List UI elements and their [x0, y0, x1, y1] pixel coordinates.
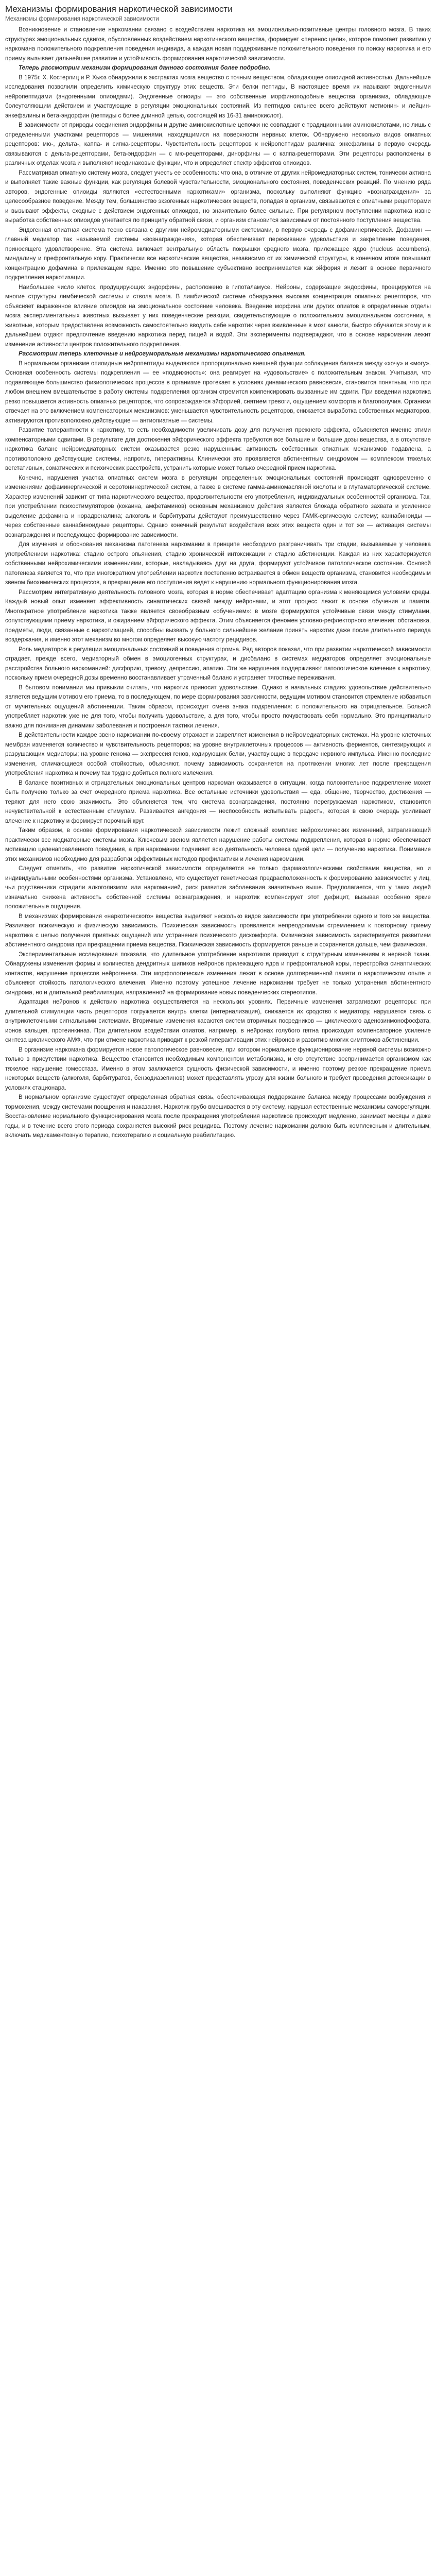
paragraph: В нормальном организме опиоидные нейропептиды выделяются пропорционально внешней функции соблюдения баланса между «хочу» и «могу». Основная особенность системы подкрепления — ее «подвижность»: она реагирует на «удовольствие» с положительным знаком. Учитывая, что подавляющее большинство физиологических процессов в организме протекает в условиях динамического равновесия, становится понятным, что при любом внешнем вмешательстве в работу системы подкрепления организм стремится компенсировать вызванные им сдвиги. При введении наркотика резко повышается активность опиатных рецепторов, что сопровождается эйфорией, снятием тревоги, ощущением комфорта и благополучия. Организм отвечает на это включением компенсаторных механизмов: уменьшается чувствительность рецепторов, снижается выработка собственных медиаторов, активируются противоположно действующие — антиопиатные — системы.	[5, 360, 431, 424]
article-body	[5, 25, 431, 1141]
paragraph: В балансе позитивных и отрицательных эмоциональных центров наркоман оказывается в ситуации, когда положительное подкрепление может быть получено только за счет очередного приема наркотика. Все остальные источники удовольствия — еда, общение, творчество, достижения — теряют для него свою значимость. Это объясняется тем, что система вознаграждения, постоянно перегружаемая наркотиком, становится нечувствительной к естественным стимулам. Развивается ангедония — неспособность испытывать радость, которая в свою очередь усиливает влечение к наркотику и формирует порочный круг.	[5, 779, 431, 824]
section-heading: Теперь рассмотрим механизм формирования данного состояния более подробно.	[19, 64, 271, 71]
paragraph: Наибольшее число клеток, продуцирующих эндорфины, расположено в гипоталамусе. Нейроны, содержащие эндорфины, проецируются на многие структуры лимбической системы и ствола мозга. В лимбической системе обнаружена высокая концентрация опиатных рецепторов, что объясняет выраженное влияние опиоидов на эмоциональное состояние человека. Введение морфина или других опиатов в определенные отделы мозга экспериментальных животных вызывает у них поведенческие реакции, свидетельствующие о положительном эмоциональном состоянии, а животные, которым предоставлена возможность самостоятельно вводить себе наркотик через вживленные в мозг канюли, быстро обучаются этому и в дальнейшем отдают предпочтение введению наркотика перед пищей и водой. Эти эксперименты подтверждают, что в основе наркомании лежит изменение активности центров положительного подкрепления.	[5, 283, 431, 348]
paragraph: Следует отметить, что развитие наркотической зависимости определяется не только фармакологическими свойствами вещества, но и индивидуальными особенностями организма. Установлено, что существует генетическая предрасположенность к формированию зависимости: у лиц, чьи родственники страдали алкоголизмом или наркоманией, риск развития заболевания значительно выше. Предполагается, что у таких людей изначально снижена активность собственной системы вознаграждения, и наркотик компенсирует этот дефицит, вызывая особенно яркие положительные ощущения.	[5, 865, 431, 910]
article-page	[0, 0, 436, 1153]
paragraph: Роль медиаторов в регуляции эмоциональных состояний и поведения огромна. Ряд авторов показал, что при развитии наркотической зависимости страдает, прежде всего, медиаторный обмен в эмоциогенных структурах, и дисбаланс в системах медиаторов определяет эмоциональные расстройства больного наркоманией: дисфорию, тревогу, депрессию, апатию. Эти же нарушения поддерживают патологическое влечение к наркотику, поскольку прием очередной дозы временно восстанавливает утраченный баланс и устраняет тягостные переживания.	[5, 646, 431, 681]
paragraph: Конечно, нарушения участка опиатных систем мозга в регуляции определенных эмоциональных состояний происходят одновременно с изменениями дофаминергической и серотонинергической систем, а также в системе гамма-аминомасляной кислоты и в глутаматергической системе. Характер изменений зависит от типа наркотического вещества, продолжительности его употребления, индивидуальных особенностей организма. Так, при употреблении психостимуляторов (кокаина, амфетаминов) основным механизмом действия является блокада обратного захвата и усиленное выделение дофамина и норадреналина; алкоголь и барбитураты действуют преимущественно через ГАМК-ергическую систему; каннабиноиды — через собственные каннабиноидные рецепторы. Однако конечный результат воздействия всех этих веществ один и тот же — активация системы вознаграждения и последующее формирование зависимости.	[5, 474, 431, 538]
paragraph: Возникновение и становление наркомании связано с воздействием наркотика на эмоционально-позитивные центры головного мозга. В таких структурах эмоциональных сдвигов, обусловленных воздействием наркотического вещества, формирует «перенос цели», которое помогает развитию у наркомана положительного подкрепления поведения индивида, а каждая новая поддерживание положительного поведения по поиску наркотика и его приему вызывает дальнейшее развитие и устойчивость формирования наркотической зависимости.	[5, 26, 431, 62]
paragraph: Эндогенная опиатная система тесно связана с другими нейромедиаторными системами, в первую очередь с дофаминергической. Дофамин — главный медиатор так называемой системы «вознаграждения», которая обеспечивает переживание удовольствия и закрепление поведения, приносящего удовлетворение. Эта система включает вентральную область покрышки среднего мозга, прилежащее ядро (nucleus accumbens), миндалину и префронтальную кору. Практически все наркотические вещества, независимо от их химической структуры, в конечном итоге повышают концентрацию дофамина в прилежащем ядре. Именно это повышение субъективно воспринимается как эйфория и лежит в основе первичного подкрепления наркотизации.	[5, 226, 431, 281]
paragraph: Экспериментальные исследования показали, что длительное употребление наркотиков приводит к структурным изменениям в нервной ткани. Обнаружены изменения формы и количества дендритных шипиков нейронов прилежащего ядра и префронтальной коры, перестройка синаптических контактов, нарушение процессов нейрогенеза. Эти морфологические изменения лежат в основе долговременной памяти о наркотическом опыте и объясняют стойкость патологического влечения. Именно поэтому успешное лечение наркомании требует не только устранения абстинентного синдрома, но и длительной реабилитации, направленной на формирование новых поведенческих стереотипов.	[5, 951, 431, 996]
paragraph: Адаптация нейронов к действию наркотика осуществляется на нескольких уровнях. Первичные изменения затрагивают рецепторы: при длительной стимуляции часть рецепторов погружается внутрь клетки (интернализация), снижается их сродство к медиатору, нарушается связь с внутриклеточными сигнальными системами. Вторичные изменения касаются систем вторичных посредников — циклического аденозинмонофосфата, ионов кальция, протеинкиназ. При длительном воздействии опиатов, например, в нейронах голубого пятна происходит компенсаторное усиление синтеза циклического АМФ, что при отмене наркотика приводит к резкой гиперактивации этих нейронов и развитию многих симптомов абстиненции.	[5, 998, 431, 1043]
article-title: Механизмы формирования наркотической зависимости	[5, 4, 233, 14]
paragraph: В зависимости от природы соединения эндорфины и другие аминокислотные цепочки не совпадают с традиционными аминокислотами, но лишь с определенными участками рецепторов — мишенями, находящимися на поверхности нервных клеток. Обнаружено несколько видов опиатных рецепторов: мю-, дельта-, каппа- и сигма-рецепторы. Чувствительность рецепторов к нейропептидам различна: энкефалины в первую очередь связываются с дельта-рецепторами, бета-эндорфин — с мю-рецепторами, динорфины — с каппа-рецепторами. Эти рецепторы расположены в различных отделах мозга и выполняют неодинаковые функции, что и определяет спектр эффектов опиоидов.	[5, 122, 431, 166]
paragraph: Для изучения и обоснования механизма патогенеза наркомании в принципе необходимо разграничивать три стадии, вызываемые у человека употреблением наркотика: стадию острого опьянения, стадию хронической интоксикации и стадию абстиненции. Каждая из них характеризуется собственными нейрохимическими изменениями, которые, накладываясь друг на друга, формируют устойчивое патологическое состояние. Основой патогенеза является то, что при многократном употреблении наркотик постепенно встраивается в обмен веществ организма, становится необходимым звеном биохимических процессов, а прекращение его поступления ведет к нарушению нормального функционирования мозга.	[5, 541, 431, 586]
paragraph: Развитие толерантности к наркотику, то есть необходимости увеличивать дозу для получения прежнего эффекта, объясняется именно этими компенсаторными сдвигами. В результате для достижения эйфорического эффекта требуются все большие и большие дозы вещества, а в отсутствие наркотика баланс нейромедиаторных систем оказывается резко нарушенным: активность собственных опиатных механизмов подавлена, а противоположно действующие системы, напротив, гиперактивны. Клинически это проявляется абстинентным синдромом — комплексом тяжелых вегетативных, соматических и психических расстройств, устранить которые может только очередной прием наркотика.	[5, 427, 431, 471]
section-heading: Рассмотрим теперь клеточные и нейрогуморальные механизмы наркотического опьянения.	[19, 350, 306, 357]
paragraph: В действительности каждое звено наркомании по-своему отражает и закрепляет изменения в нейромедиаторных системах. На уровне клеточных мембран изменяется количество и чувствительность рецепторов; на уровне внутриклеточных процессов — активность ферментов, синтезирующих и разрушающих медиаторы; на уровне генома — экспрессия генов, кодирующих белки, участвующие в передаче нервного импульса. Именно последние изменения, отличающиеся особой стойкостью, объясняют, почему зависимость сохраняется на протяжении многих лет после прекращения употребления наркотика и почему так трудно добиться полного излечения.	[5, 732, 431, 776]
paragraph: В 1975г. Х. Костерлиц и Р. Хьюз обнаружили в экстрактах мозга вещество с точным веществом, обладающее опиоидной активностью. Дальнейшие исследования позволили определить химическую структуру этих веществ. Эти белки пептиды, В настоящее время их называют эндогенными нейропептидами (эндогенными опиоидами). Эндогенные опиоиды — это собственные морфиноподобные вещества организма, обладающие болеутоляющим действием и участвующие в регуляции эмоциональных состояний. Из пептидов сильнее всего действуют метионин- и лейцин-энкефалины и бета-эндорфин (пептиды с более длинной цепью, состоящей из 16-31 аминокислот).	[5, 74, 431, 119]
paragraph: Рассмотрим интегративную деятельность головного мозга, которая в норме обеспечивает адаптацию организма к меняющимся условиям среды. Каждый новый опыт изменяет эффективность синаптических связей между нейронами, и этот процесс лежит в основе обучения и памяти. Многократное употребление наркотика также является своеобразным «обучением»: в мозге формируются устойчивые связи между стимулами, сопутствующими приему наркотика, и ожиданием эйфорического эффекта. Этим объясняется феномен условно-рефлекторного влечения: обстановка, предметы, люди, связанные с наркотизацией, способны вызвать у больного сильнейшее желание принять наркотик даже после длительного периода воздержания, и именно этот механизм во многом определяет высокую частоту рецидивов.	[5, 588, 431, 643]
paragraph: В бытовом понимании мы привыкли считать, что наркотик приносит удовольствие. Однако в начальных стадиях удовольствие действительно является ведущим мотивом его приема, то в последующем, по мере формирования зависимости, ведущим мотивом становится стремление избавиться от мучительных ощущений абстиненции. Таким образом, происходит смена знака подкрепления: с положительного на отрицательное. Больной употребляет наркотик уже не для того, чтобы получить удовольствие, а для того, чтобы просто почувствовать себя нормально. Это принципиально важно для понимания динамики заболевания и построения тактики лечения.	[5, 684, 431, 729]
article-subtitle: Механизмы формирования наркотической зависимости	[5, 16, 159, 22]
paragraph: Рассматривая опиатную систему мозга, следует учесть ее особенность: что она, в отличие от других нейромедиаторных систем, тонически активна и выполняет такие важные функции, как регуляция болевой чувствительности, эмоционального состояния, поведенческих реакций. По мнению ряда авторов, эндогенные опиоиды являются «естественными наркотиками» организма, поскольку выполняют функцию «вознаграждения» за целесообразное поведение. Между тем, большинство экзогенных наркотических веществ, попадая в организм, связываются с опиатными рецепторами и вызывают эффекты, сходные с действием эндогенных опиоидов, но значительно более сильные. При регулярном поступлении наркотика извне выработка собственных опиоидов угнетается по принципу обратной связи, и организм становится зависимым от постоянного поступления вещества.	[5, 169, 431, 224]
paragraph: В механизмах формирования «наркотического» вещества выделяют несколько видов зависимости при употреблении одного и того же вещества. Различают психическую и физическую зависимость. Психическая зависимость проявляется непреодолимым стремлением к повторному приему наркотика с целью получения приятных ощущений или устранения психического дискомфорта. Физическая зависимость характеризуется развитием абстинентного синдрома при прекращении приема вещества. Психическая зависимость формируется раньше и сохраняется дольше, чем физическая.	[5, 912, 431, 948]
paragraph: В нормальном организме существует определенная обратная связь, обеспечивающая поддержание баланса между процессами возбуждения и торможения, между системами поощрения и наказания. Наркотик грубо вмешивается в эту систему, нарушая естественные механизмы саморегуляции. Восстановление нормального функционирования мозга после прекращения употребления наркотиков происходит медленно, занимает месяцы и даже годы, и в течение всего этого периода сохраняется высокий риск рецидива. Поэтому лечение наркомании должно быть комплексным и длительным, включать медикаментозную терапию, психотерапию и социальную реабилитацию.	[5, 1094, 431, 1139]
paragraph: В организме наркомана формируется новое патологическое равновесие, при котором нормальное функционирование нервной системы возможно только в присутствии наркотика. Вещество становится необходимым компонентом метаболизма, и его отсутствие воспринимается организмом как тяжелое нарушение гомеостаза. Именно в этом заключается сущность физической зависимости, и именно поэтому резкое прекращение приема некоторых веществ (алкоголя, барбитуратов, бензодиазепинов) может представлять угрозу для жизни больного и требует проведения детоксикации в условиях стационара.	[5, 1046, 431, 1091]
paragraph: Таким образом, в основе формирования наркотической зависимости лежит сложный комплекс нейрохимических изменений, затрагивающий практически все медиаторные системы мозга. Ключевым звеном является нарушение работы системы подкрепления, которая в норме обеспечивает мотивацию целенаправленного поведения, а при наркомании подчиняет всю деятельность человека одной цели — получению наркотика. Понимание этих механизмов необходимо для разработки эффективных методов профилактики и лечения наркомании.	[5, 827, 431, 862]
